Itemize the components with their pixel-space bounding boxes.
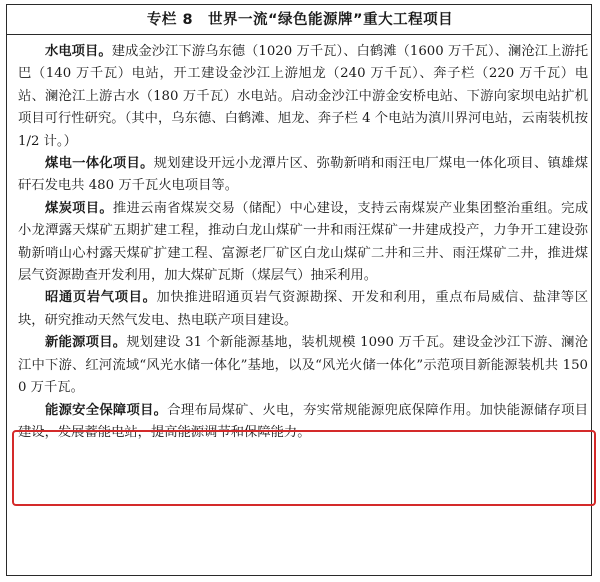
box-title: 专栏 8 世界一流“绿色能源牌”重大工程项目 xyxy=(146,12,454,28)
paragraph-new-energy xyxy=(18,332,588,399)
paragraph-heading: 新能源项目。 xyxy=(45,335,127,351)
title-divider xyxy=(7,34,591,35)
paragraph-heading: 能源安全保障项目。 xyxy=(45,402,168,418)
paragraph-heading: 水电项目。 xyxy=(45,44,112,59)
paragraph-text: 合理布局煤矿、火电，夯实常规能源兜底保障作用。加快能源储存项目建设，发展蓄能电站，提高能源调节和保障能力。 xyxy=(18,402,589,440)
paragraph-shale-gas xyxy=(18,287,588,332)
paragraph-text: 建成金沙江下游乌东德（1020 万千瓦）、白鹤滩（1600 万千瓦）、澜沧江上游托巴（140 万千瓦）电站，开工建设金沙江上游旭龙（240 万千瓦）、奔子栏（220 万千瓦）电站、澜沧江上游古水（180 万千瓦）水电站。启动金沙江中游金安桥电站、下游向家坝电站扩机项目可行性研究。（其中，乌东德、白鹤滩、旭龙、奔子栏 4 个电站为滇川界河电站，云南装机按 1/2 计。） xyxy=(18,44,588,149)
paragraph-heading: 煤炭项目。 xyxy=(45,200,113,216)
paragraph-coal xyxy=(18,198,588,288)
paragraph-energy-security xyxy=(18,400,588,445)
paragraph-heading: 煤电一体化项目。 xyxy=(45,156,154,172)
paragraph-text: 规划建设 31 个新能源基地，装机规模 1090 万千瓦。建设金沙江下游、澜沧江中下游、红河流域“风光水储一体化”基地，以及“风光火储一体化”示范项目新能源装机共 1500 万千瓦。 xyxy=(18,335,589,396)
project-box xyxy=(6,4,592,576)
paragraph-text: 加快推进昭通页岩气资源勘探、开发和利用，重点布局威信、盐津等区块，研究推动天然气发电、热电联产项目建设。 xyxy=(18,290,589,328)
box-content xyxy=(18,41,588,444)
paragraph-coal-power xyxy=(18,153,588,198)
paragraph-heading: 昭通页岩气项目。 xyxy=(45,290,157,306)
paragraph-text: 推进云南省煤炭交易（储配）中心建设，支持云南煤炭产业集团整治重组。完成小龙潭露天煤矿五期扩建工程，推动白龙山煤矿一井和雨汪煤矿一井建成投产，力争开工建设弥勒新哨山心村露天煤矿扩建工程、富源老厂矿区白龙山煤矿二井和三井、雨汪煤矿二井，推进煤层气资源勘查开发利用，加大煤矿瓦斯（煤层气）抽采利用。 xyxy=(18,200,589,284)
paragraph-text: 规划建设开远小龙潭片区、弥勒新哨和雨汪电厂煤电一体化项目、镇雄煤矸石发电共 480 万千瓦火电项目等。 xyxy=(18,156,589,194)
paragraph-hydropower xyxy=(18,41,588,153)
